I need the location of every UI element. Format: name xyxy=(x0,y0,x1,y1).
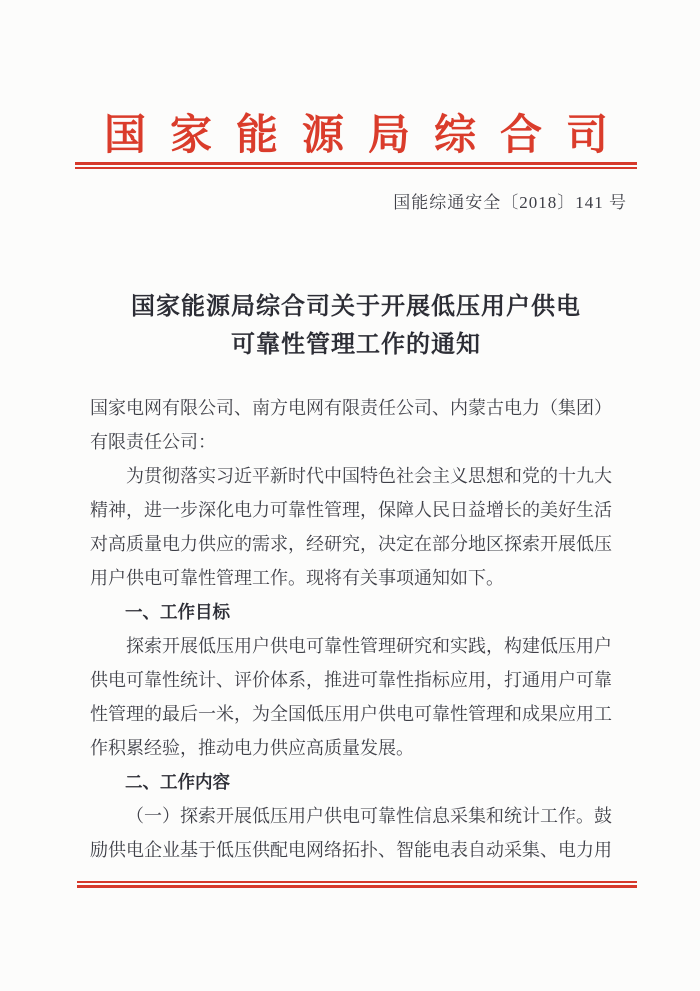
footer-double-rule xyxy=(77,881,637,888)
notice-title-line-1: 国家能源局综合司关于开展低压用户供电 xyxy=(131,294,581,320)
section-heading: 一、工作目标 xyxy=(125,602,230,622)
rule-thin-line xyxy=(75,167,637,169)
paragraph: 为贯彻落实习近平新时代中国特色社会主义思想和党的十九大精神，进一步深化电力可靠性管理，保障人民日益增长的美好生活对高质量电力供应的需求，经研究，决定在部分地区探索开展低压用户供电可靠性管理工作。现将有关事项通知如下。 xyxy=(90,466,612,588)
addressee-line: 国家电网有限公司、南方电网有限责任公司、内蒙古电力（集团）有限责任公司： xyxy=(90,398,612,452)
letterhead-double-rule xyxy=(75,162,637,169)
section-heading: 二、工作内容 xyxy=(125,772,230,792)
rule-thin-line xyxy=(77,881,637,883)
letterhead-org-title: 国家能源局综合司 xyxy=(103,113,632,159)
paragraph: 探索开展低压用户供电可靠性管理研究和实践，构建低压用户供电可靠性统计、评价体系，推进可靠性指标应用，打通用户可靠性管理的最后一米，为全国低压用户供电可靠性管理和成果应用工作积累经验，推动电力供应高质量发展。 xyxy=(90,636,612,758)
rule-thick-line xyxy=(77,885,637,888)
notice-title-line-2: 可靠性管理工作的通知 xyxy=(231,332,481,358)
document-number: 国能综通安全〔2018〕141 号 xyxy=(393,193,627,212)
rule-thick-line xyxy=(75,162,637,165)
paragraph: （一）探索开展低压用户供电可靠性信息采集和统计工作。鼓励供电企业基于低压供配电网络拓扑、智能电表自动采集、电力用 xyxy=(90,806,612,860)
document-body xyxy=(90,391,612,867)
notice-title xyxy=(75,288,637,364)
